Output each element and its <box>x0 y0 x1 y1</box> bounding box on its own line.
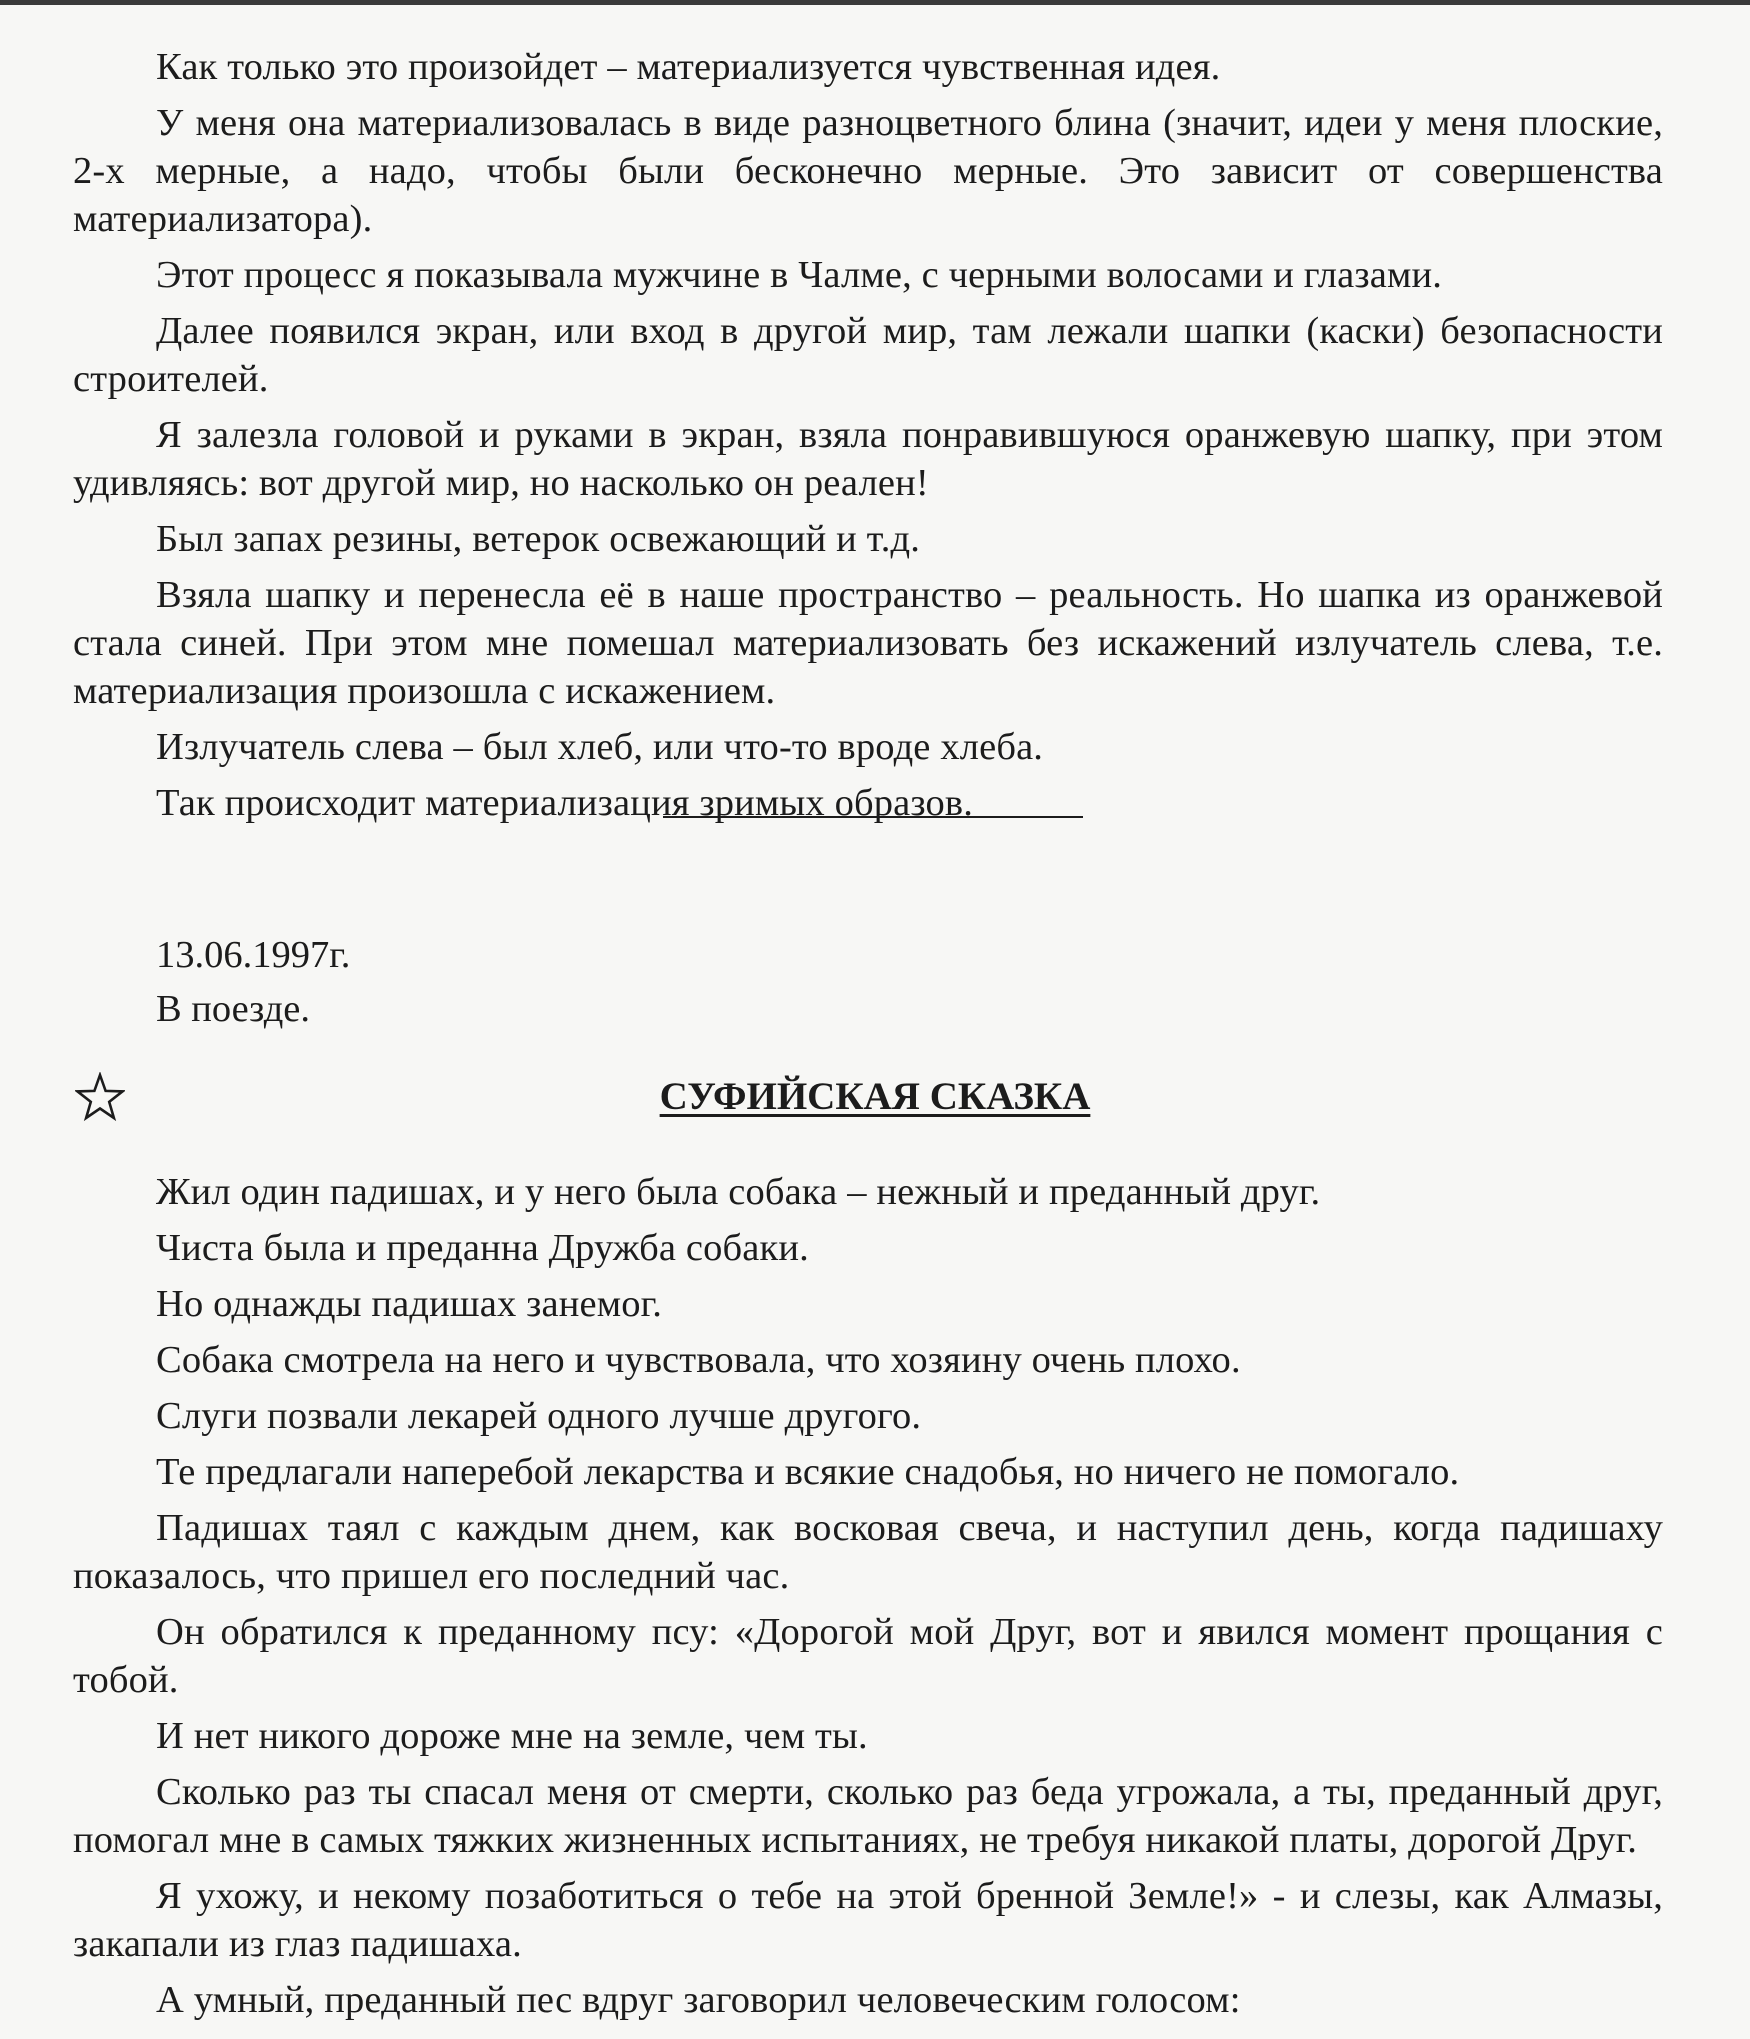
paragraph: Я ухожу, и некому позаботиться о тебе на этой бренной Земле!» - и слезы, как Алмазы, закапали из глаз падишаха. <box>73 1875 1663 1965</box>
entry-place: В поезде. <box>156 988 310 1030</box>
paragraph: Но однажды падишах занемог. <box>156 1283 662 1325</box>
entry-date: 13.06.1997г. <box>156 934 351 976</box>
paragraph: Падишах таял с каждым днем, как восковая свеча, и наступил день, когда падишаху показалось, что пришел его последний час. <box>73 1507 1663 1597</box>
section-separator <box>663 816 1083 818</box>
paragraph: Далее появился экран, или вход в другой мир, там лежали шапки (каски) безопасности строителей. <box>73 310 1663 400</box>
paragraph: Этот процесс я показывала мужчине в Чалме, с черными волосами и глазами. <box>156 254 1443 296</box>
paragraph: Слуги позвали лекарей одного лучше другого. <box>156 1395 922 1437</box>
paragraph: Взяла шапку и перенесла её в наше пространство – реальность. Но шапка из оранжевой стала синей. При этом мне помешал материализовать без искажений излучатель слева, т.е. материализация произошла с искажением. <box>73 574 1663 712</box>
top-edge-rule <box>0 0 1750 5</box>
materialization-text <box>73 43 1663 835</box>
entry-header <box>156 928 350 1036</box>
paragraph: Те предлагали наперебой лекарства и всякие снадобья, но ничего не помогало. <box>156 1451 1460 1493</box>
paragraph: Как только это произойдет – материализуется чувственная идея. <box>156 46 1221 88</box>
paragraph: У меня она материализовалась в виде разноцветного блина (значит, идеи у меня плоские, 2-х мерные, а надо, чтобы были бесконечно мерные. Это зависит от совершенства материализатора). <box>73 102 1663 240</box>
paragraph: А умный, преданный пес вдруг заговорил человеческим голосом: <box>156 1979 1241 2021</box>
story-title: СУФИЙСКАЯ СКАЗКА <box>659 1075 1091 1118</box>
sufi-tale-text <box>73 1168 1663 2032</box>
paragraph: И нет никого дороже мне на земле, чем ты. <box>156 1715 868 1757</box>
paragraph: Я залезла головой и руками в экран, взяла понравившуюся оранжевую шапку, при этом удивляясь: вот другой мир, но насколько он реален! <box>73 414 1663 504</box>
paragraph: Собака смотрела на него и чувствовала, что хозяину очень плохо. <box>156 1339 1241 1381</box>
paragraph: Так происходит материализация зримых образов. <box>156 782 973 824</box>
paragraph: Жил один падишах, и у него была собака – нежный и преданный друг. <box>156 1171 1321 1213</box>
paragraph: Был запах резины, ветерок освежающий и т.д. <box>156 518 921 560</box>
paragraph: Чиста была и преданна Дружба собаки. <box>156 1227 809 1269</box>
paragraph: Сколько раз ты спасал меня от смерти, сколько раз беда угрожала, а ты, преданный друг, помогал мне в самых тяжких жизненных испытаниях, не требуя никакой платы, дорогой Друг. <box>73 1771 1663 1861</box>
paragraph: Излучатель слева – был хлеб, или что-то вроде хлеба. <box>156 726 1044 768</box>
paragraph: Он обратился к преданному псу: «Дорогой мой Друг, вот и явился момент прощания с тобой. <box>73 1611 1663 1701</box>
